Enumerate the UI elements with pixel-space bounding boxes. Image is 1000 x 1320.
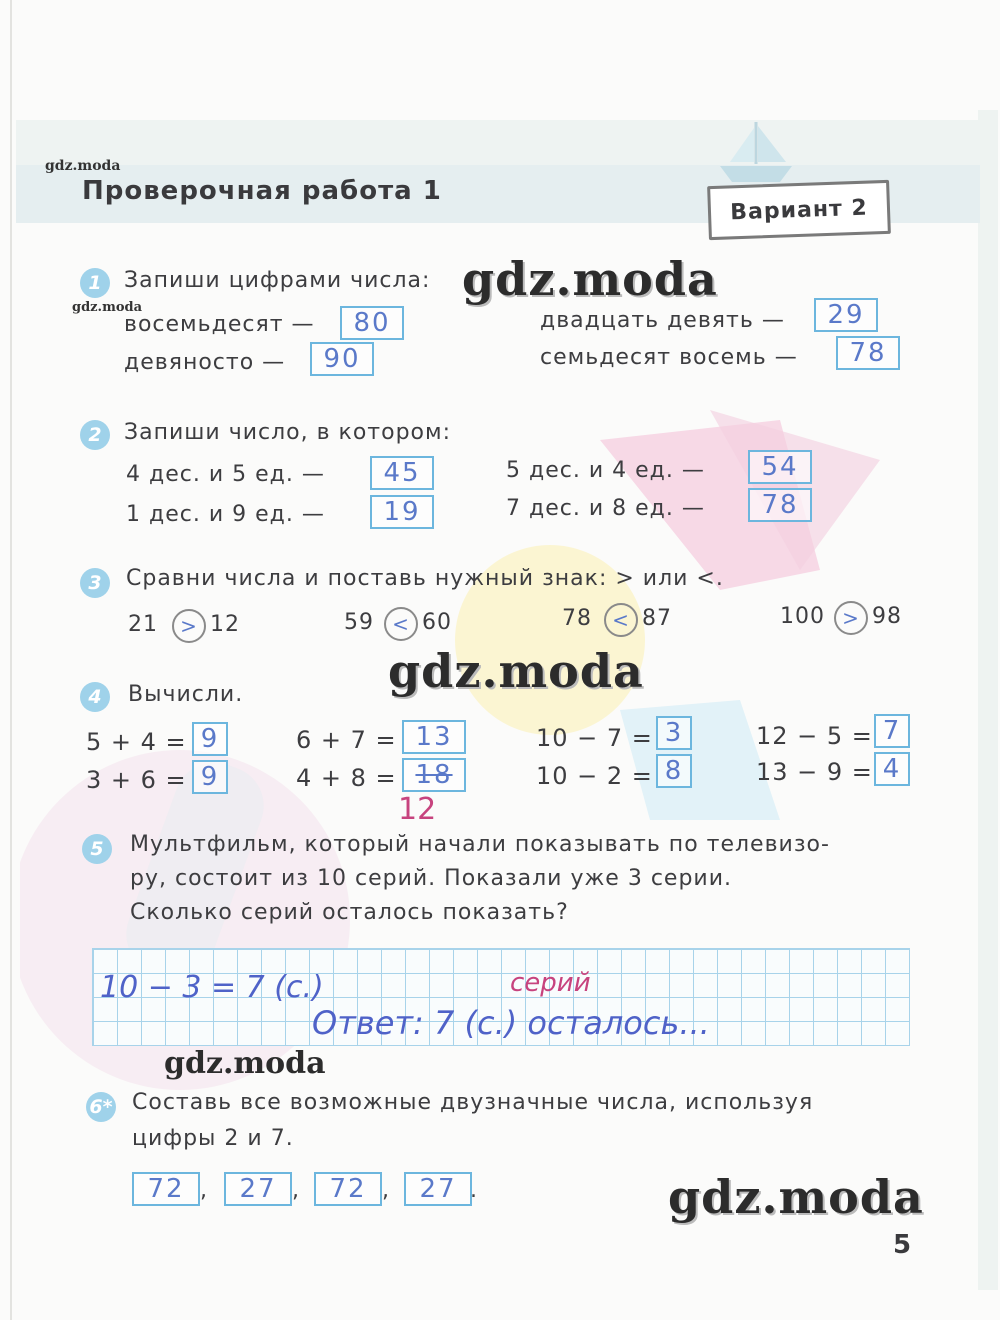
task-4-number: 4 [80, 682, 110, 712]
expression: 10 − 7 = [536, 724, 653, 752]
compare-left: 59 [344, 610, 374, 635]
compare-right: 60 [422, 610, 452, 635]
separator: . [470, 1178, 478, 1203]
watermark: gdz.moda [462, 252, 718, 306]
task-2-label: 5 дес. и 4 ед. — [506, 458, 705, 483]
answer-box[interactable]: 9 [192, 722, 228, 756]
answer-box[interactable]: 13 [402, 720, 466, 754]
task-6-number: 6* [86, 1092, 116, 1122]
answer-box[interactable]: 78 [836, 336, 900, 370]
correction-note: серий [510, 968, 591, 998]
task-1-label: восемьдесят — [124, 312, 315, 337]
task-1-label: двадцать девять — [540, 308, 785, 333]
answer-box[interactable]: 7 [874, 714, 910, 748]
task-5-line: Мультфильм, который начали показывать по телевизо- [130, 832, 830, 857]
task-1-number: 1 [80, 268, 110, 298]
page-number: 5 [893, 1230, 912, 1260]
task-2-label: 7 дес. и 8 ед. — [506, 496, 705, 521]
task-2-prompt: Запиши число, в котором: [124, 420, 452, 445]
compare-right: 12 [210, 612, 240, 637]
task-3-prompt: Сравни числа и поставь нужный знак: > или <. [126, 566, 724, 591]
task-1-prompt: Запиши цифрами числа: [124, 268, 431, 293]
compare-right: 87 [642, 606, 672, 631]
answer-box[interactable]: 8 [656, 754, 692, 788]
compare-sign[interactable]: < [384, 607, 418, 641]
compare-sign[interactable]: > [172, 609, 206, 643]
compare-left: 78 [562, 606, 592, 631]
boat-icon [716, 118, 796, 188]
answer-box[interactable]: 72 [314, 1172, 382, 1206]
task-1-label: девяносто — [124, 350, 286, 375]
expression: 13 − 9 = [756, 758, 873, 786]
answer-box-crossed[interactable]: 18 [402, 758, 466, 792]
task-2-number: 2 [80, 420, 110, 450]
answer-box[interactable]: 90 [310, 342, 374, 376]
watermark-stamp: gdz.moda [72, 300, 143, 315]
task-3-number: 3 [80, 568, 110, 598]
task-4-prompt: Вычисли. [128, 682, 244, 707]
watermark: gdz.moda [164, 1046, 326, 1081]
header-band-top [16, 120, 980, 165]
compare-right: 98 [872, 604, 902, 629]
answer-box[interactable]: 45 [370, 456, 434, 490]
task-5-number: 5 [82, 834, 112, 864]
answer-box[interactable]: 29 [814, 298, 878, 332]
page-edge [10, 0, 12, 1320]
task-5-line: ру, состоит из 10 серий. Показали уже 3 серии. [130, 866, 733, 891]
correction-mark: 12 [398, 792, 437, 827]
answer-text: Ответ: 7 (с.) осталось... [312, 1004, 710, 1042]
expression: 12 − 5 = [756, 722, 873, 750]
compare-left: 21 [128, 612, 158, 637]
page-title: Проверочная работа 1 [82, 176, 442, 206]
answer-box[interactable]: 4 [874, 752, 910, 786]
watermark-stamp: gdz.moda [45, 158, 121, 174]
task-5-line: Сколько серий осталось показать? [130, 900, 569, 925]
separator: , [382, 1178, 390, 1203]
task-2-label: 4 дес. и 5 ед. — [126, 462, 325, 487]
answer-box[interactable]: 78 [748, 488, 812, 522]
expression: 5 + 4 = [86, 728, 187, 756]
variant-label: Вариант 2 [707, 180, 891, 240]
answer-box[interactable]: 72 [132, 1172, 200, 1206]
watermark: gdz.moda [668, 1170, 924, 1224]
separator: , [292, 1178, 300, 1203]
answer-box[interactable]: 3 [656, 716, 692, 750]
compare-sign[interactable]: < [604, 603, 638, 637]
answer-box[interactable]: 19 [370, 495, 434, 529]
page-edge-right [978, 110, 998, 1290]
answer-box[interactable]: 54 [748, 450, 812, 484]
watermark: gdz.moda [388, 644, 644, 698]
separator: , [200, 1178, 208, 1203]
task-1-label: семьдесят восемь — [540, 345, 798, 370]
task-2-label: 1 дес. и 9 ед. — [126, 502, 325, 527]
solution-text: 10 − 3 = 7 (с.) [100, 970, 324, 1005]
expression: 6 + 7 = [296, 726, 397, 754]
expression: 10 − 2 = [536, 762, 653, 790]
answer-box[interactable]: 27 [404, 1172, 472, 1206]
task-6-line: цифры 2 и 7. [132, 1126, 294, 1151]
answer-box[interactable]: 80 [340, 306, 404, 340]
expression: 3 + 6 = [86, 766, 187, 794]
expression: 4 + 8 = [296, 764, 397, 792]
compare-sign[interactable]: > [834, 601, 868, 635]
compare-left: 100 [780, 604, 825, 629]
answer-box[interactable]: 9 [192, 760, 228, 794]
task-6-line: Составь все возможные двузначные числа, используя [132, 1090, 814, 1115]
answer-box[interactable]: 27 [224, 1172, 292, 1206]
